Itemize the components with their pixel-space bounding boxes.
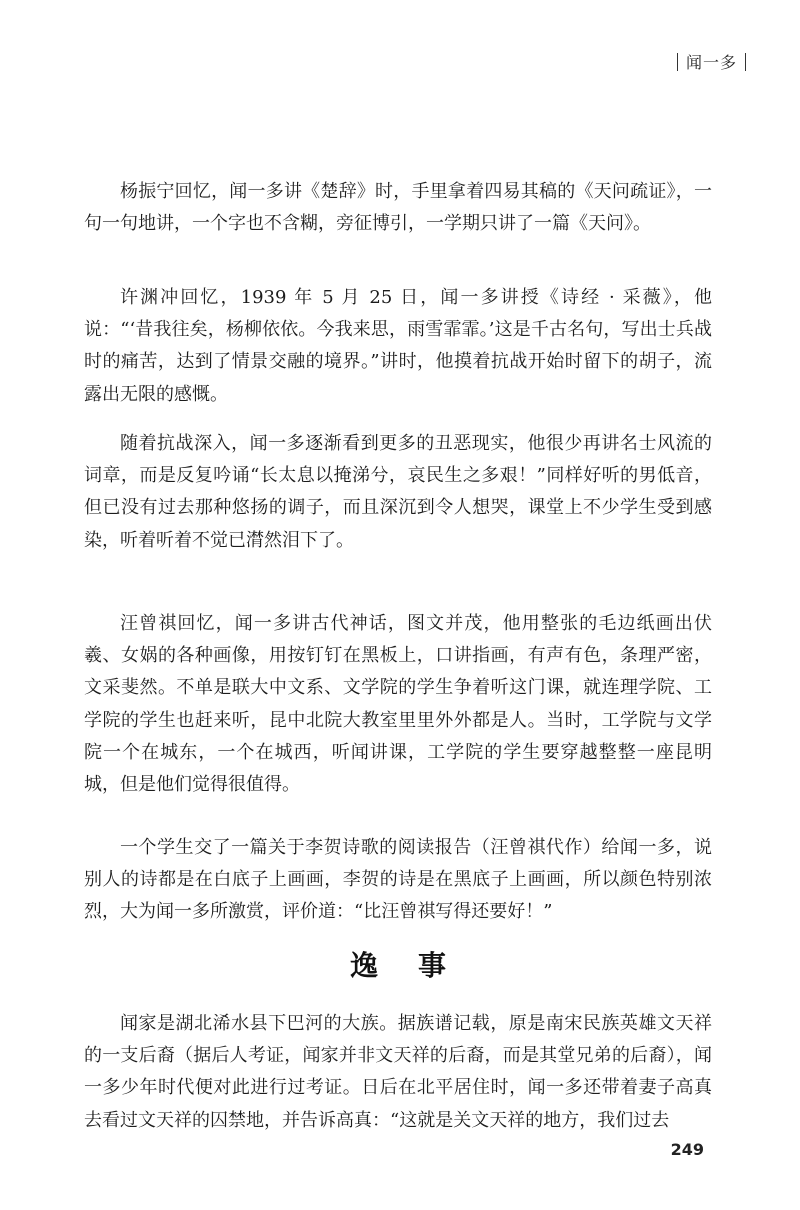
paragraph-family-origin: 闻家是湖北浠水县下巴河的大族。据族谱记载，原是南宋民族英雄文天祥的一支后裔（据后人考证，闻家并非文天祥的后裔，而是其堂兄弟的后裔），闻一多少年时代便对此进行过考证。日后在北平居住时，闻一多还带着妻子高真去看过文天祥的囚禁地，并告诉高真：“这就是关文天祥的地方，我们过去 [84,1013,712,1131]
running-title: 闻一多 [685,53,737,72]
running-header [669,50,754,73]
section-title: 逸事 [349,949,486,982]
paragraph-war-deepening: 随着抗战深入，闻一多逐渐看到更多的丑恶现实，他很少再讲名士风流的词章，而是反复吟诵“长太息以掩涕兮，哀民生之多艰！”同样好听的男低音，但已没有过去那种悠扬的调子，而且深沉到令人想哭，课堂上不少学生受到感染，听着听着不觉已潸然泪下了。 [84,433,712,551]
header-divider-left [677,53,678,71]
page-number: 249 [670,1140,704,1159]
paragraph-wang-zengqi: 汪曾祺回忆，闻一多讲古代神话，图文并茂，他用整张的毛边纸画出伏羲、女娲的各种画像，用按钉钉在黑板上，口讲指画，有声有色，条理严密，文采斐然。不单是联大中文系、文学院的学生争着听这门课，就连理学院、工学院的学生也赶来听，昆中北院大教室里里外外都是人。当时，工学院与文学院一个在城东，一个在城西，听闻讲课，工学院的学生要穿越整整一座昆明城，但是他们觉得很值得。 [84,613,712,796]
paragraph-yang-zhenning: 杨振宁回忆，闻一多讲《楚辞》时，手里拿着四易其稿的《天问疏证》，一句一句地讲，一个字也不含糊，旁征博引，一学期只讲了一篇《天问》。 [84,181,712,235]
paragraph-xu-yuanchong: 许渊冲回忆，1939 年 5 月 25 日，闻一多讲授《诗经 · 采薇》，他说：“‘昔我往矣，杨柳依依。今我来思，雨雪霏霏。’这是千古名句，写出士兵战时的痛苦，达到了情景交融的境界。”讲时，他摸着抗战开始时留下的胡子，流露出无限的感慨。 [84,287,712,405]
header-divider-right [745,53,746,71]
paragraph-li-he-report: 一个学生交了一篇关于李贺诗歌的阅读报告（汪曾祺代作）给闻一多，说别人的诗都是在白底子上画画，李贺的诗是在黑底子上画画，所以颜色特别浓烈，大为闻一多所激赏，评价道：“比汪曾祺写得还要好！” [84,837,712,923]
